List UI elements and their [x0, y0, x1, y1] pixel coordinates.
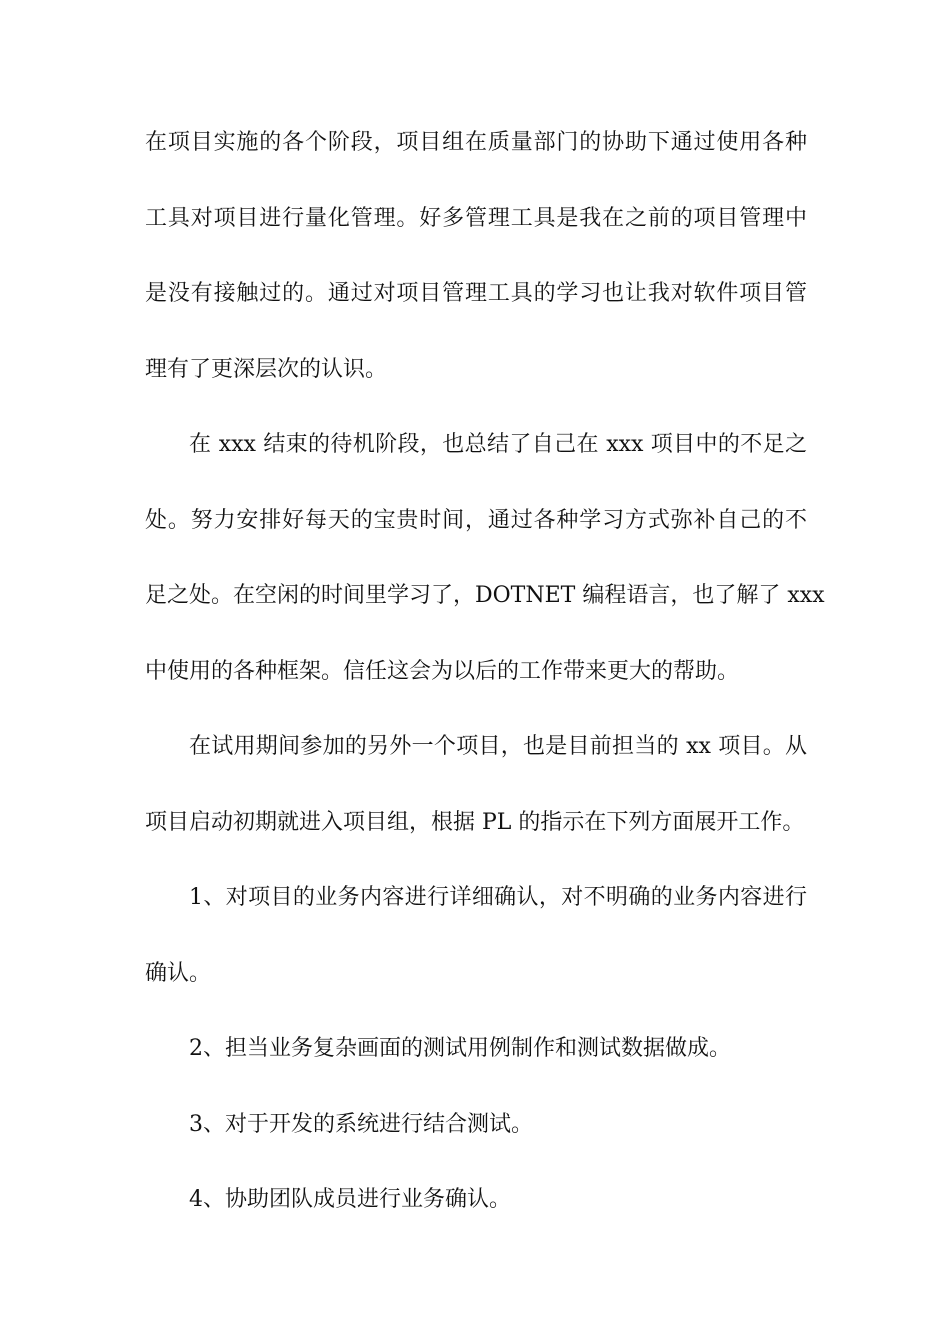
- paragraph-first-line: 在试用期间参加的另外一个项目，也是目前担当的 xx 项目。从: [189, 734, 807, 759]
- text-line: 中使用的各种框架。信任这会为以后的工作带来更大的帮助。: [145, 658, 740, 684]
- text-line: 工具对项目进行量化管理。好多管理工具是我在之前的项目管理中: [145, 205, 807, 231]
- text-line: 足之处。在空闲的时间里学习了，DOTNET 编程语言，也了解了 xxx: [145, 583, 825, 608]
- text-line: 处。努力安排好每天的宝贵时间，通过各种学习方式弥补自己的不: [145, 507, 807, 533]
- list-item-2: 2、担当业务复杂画面的测试用例制作和测试数据做成。: [189, 1036, 731, 1061]
- text-line: 项目启动初期就进入项目组，根据 PL 的指示在下列方面展开工作。: [145, 809, 805, 835]
- paragraph-first-line: 在 xxx 结束的待机阶段，也总结了自己在 xxx 项目中的不足之: [189, 432, 807, 457]
- list-item-3: 3、对于开发的系统进行结合测试。: [189, 1111, 533, 1137]
- list-item-1: 1、对项目的业务内容进行详细确认，对不明确的业务内容进行: [189, 885, 807, 910]
- text-line: 是没有接触过的。通过对项目管理工具的学习也让我对软件项目管: [145, 281, 807, 306]
- text-line: 在项目实施的各个阶段，项目组在质量部门的协助下通过使用各种: [145, 130, 807, 155]
- list-item-4: 4、协助团队成员进行业务确认。: [189, 1187, 511, 1212]
- document-body: [145, 128, 825, 1261]
- text-line: 理有了更深层次的认识。: [145, 356, 388, 382]
- text-line: 确认。: [145, 960, 212, 986]
